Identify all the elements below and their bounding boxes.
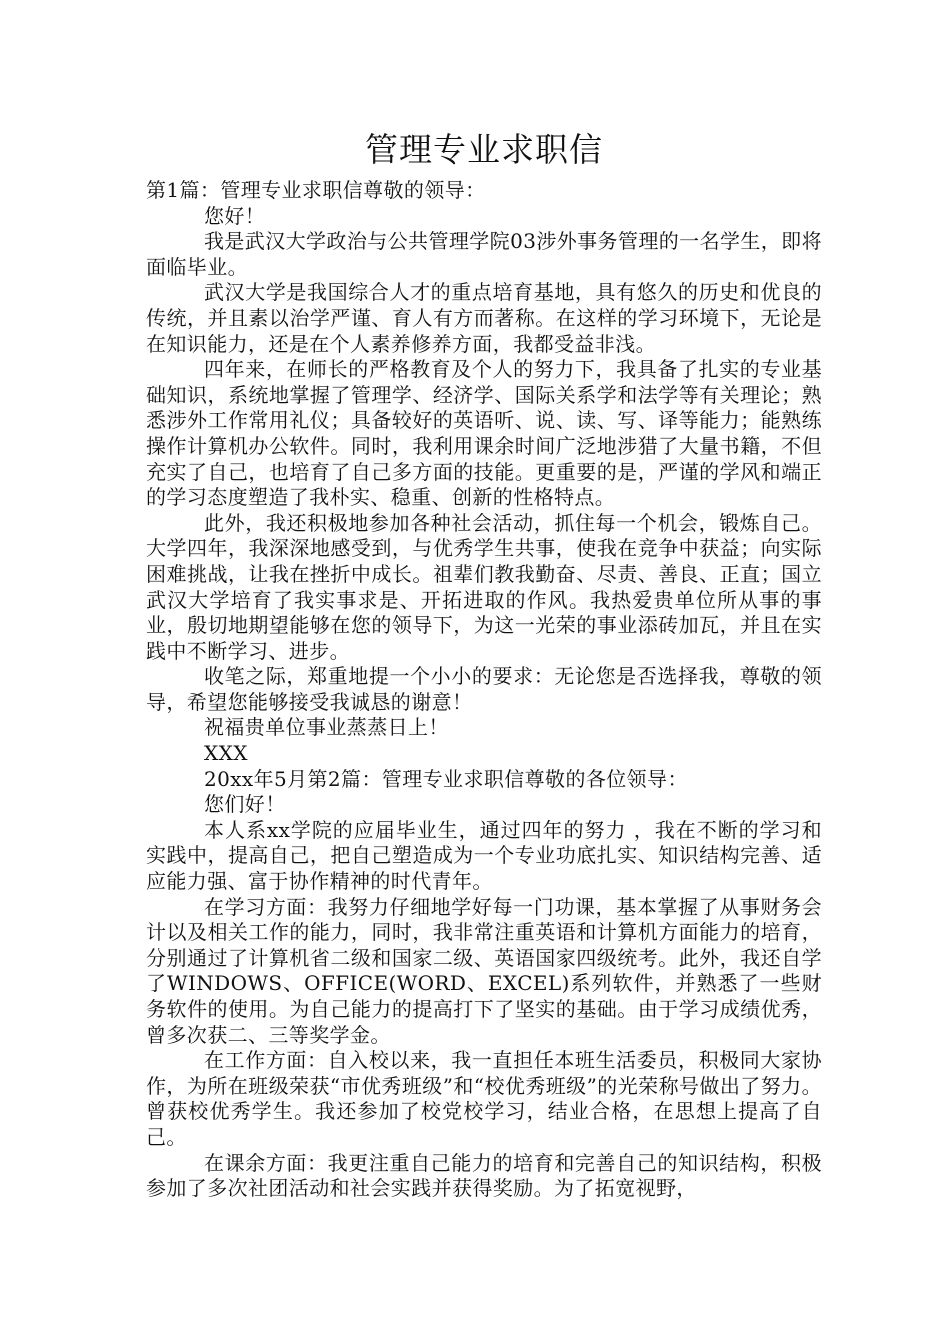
blessing-line: 祝福贵单位事业蒸蒸日上！ [204, 715, 449, 740]
paragraph-university: 武汉大学是我国综合人才的重点培育基地，具有悠久的历史和优良的传统，并且素以治学严谨、育人有方而著称。在这样的学习环境下，无论是在知识能力，还是在个人素养修养方面，我都受益非浅。 [146, 280, 822, 356]
section-heading-1: 第1篇：管理专业求职信尊敬的领导： [146, 178, 486, 202]
greeting-2: 您们好！ [204, 792, 286, 817]
paragraph-work: 在工作方面：自入校以来，我一直担任本班生活委员，积极同大家协作，为所在班级荣获“市优秀班级”和“校优秀班级”的光荣称号做出了努力。曾获校优秀学生。我还参加了校党校学习，结业合格，在思想上提高了自己。 [146, 1048, 822, 1149]
signature-name: XXX [204, 741, 248, 766]
paragraph-extracurricular: 在课余方面：我更注重自己能力的培育和完善自己的知识结构，积极参加了多次社团活动和社会实践并获得奖励。为了拓宽视野， [146, 1150, 822, 1201]
paragraph-study: 在学习方面：我努力仔细地学好每一门功课，基本掌握了从事财务会计以及相关工作的能力，同时，我非常注重英语和计算机方面能力的培育，分别通过了计算机省二级和国家二级、英语国家四级统考。此外，我还自学了WINDOWS、OFFICE(WORD、EXCEL)系列软件，并熟悉了一些财务软件的使用。为自己能力的提高打下了坚实的基础。由于学习成绩优秀，曾多次获二、三等奖学金。 [146, 894, 822, 1047]
paragraph-self-intro: 本人系xx学院的应届毕业生，通过四年的努力 ，我在不断的学习和实践中，提高自己，把自己塑造成为一个专业功底扎实、知识结构完善、适应能力强、富于协作精神的时代青年。 [146, 817, 822, 894]
paragraph-closing: 收笔之际，郑重地提一个小小的要求：无论您是否选择我，尊敬的领导，希望您能够接受我诚恳的谢意！ [146, 664, 822, 714]
paragraph-four-years: 四年来，在师长的严格教育及个人的努力下，我具备了扎实的专业基础知识，系统地掌握了管理学、经济学、国际关系学和法学等有关理论；熟悉涉外工作常用礼仪；具备较好的英语听、说、读、写、译等能力；能熟练操作计算机办公软件。同时，我利用课余时间广泛地涉猎了大量书籍，不但充实了自己，也培育了自己多方面的技能。更重要的是，严谨的学风和端正的学习态度塑造了我朴实、稳重、创新的性格特点。 [146, 357, 822, 510]
paragraph-activities: 此外，我还积极地参加各种社会活动，抓住每一个机会，锻炼自己。大学四年，我深深地感受到，与优秀学生共事，使我在竞争中获益；向实际困难挑战，让我在挫折中成长。祖辈们教我勤奋、尽责、善良、正直；国立武汉大学培育了我实事求是、开拓进取的作风。我热爱贵单位所从事的事业，殷切地期望能够在您的领导下，为这一光荣的事业添砖加瓦，并且在实践中不断学习、进步。 [146, 510, 822, 663]
paragraph-intro: 我是武汉大学政治与公共管理学院03涉外事务管理的一名学生，即将面临毕业。 [146, 229, 822, 279]
document-title: 管理专业求职信 [365, 130, 603, 169]
greeting-1: 您好！ [204, 203, 266, 228]
document-page [146, 126, 822, 1202]
date-and-section-heading-2: 20xx年5月第2篇：管理专业求职信尊敬的各位领导： [204, 766, 688, 791]
